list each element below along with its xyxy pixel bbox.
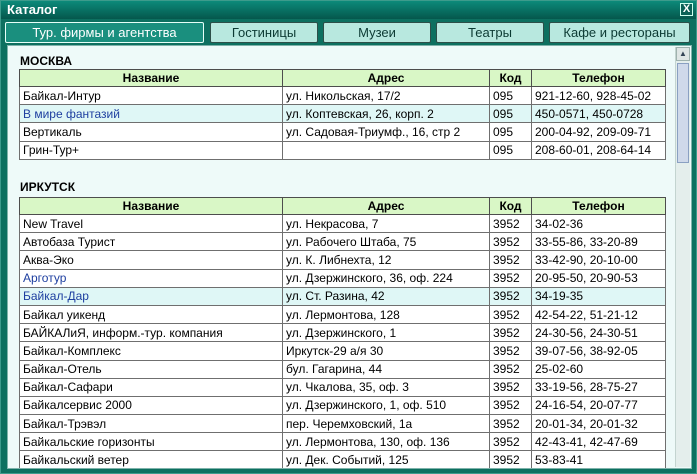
table-row[interactable] bbox=[20, 141, 666, 159]
table-row[interactable] bbox=[20, 251, 666, 269]
table-row[interactable] bbox=[20, 342, 666, 360]
table-row[interactable] bbox=[20, 215, 666, 233]
cell-address: ул. Лермонтова, 128 bbox=[283, 305, 490, 323]
scrollbar-thumb[interactable] bbox=[677, 63, 689, 163]
close-button[interactable]: X bbox=[680, 3, 693, 16]
table-row[interactable] bbox=[20, 324, 666, 342]
tab-bar bbox=[5, 22, 695, 44]
table-row[interactable] bbox=[20, 269, 666, 287]
cell-address: бул. Гагарина, 44 bbox=[283, 360, 490, 378]
cell-code: 3952 bbox=[490, 269, 532, 287]
catalog-content[interactable] bbox=[7, 45, 692, 469]
cell-code: 3952 bbox=[490, 342, 532, 360]
cell-name: Байкал-Трэвэл bbox=[20, 415, 283, 433]
company-link[interactable]: Байкал-Дар bbox=[20, 287, 283, 305]
table-header-row bbox=[20, 70, 666, 87]
cell-code: 095 bbox=[490, 87, 532, 105]
cell-name: Байкалсервис 2000 bbox=[20, 396, 283, 414]
table-row[interactable] bbox=[20, 305, 666, 323]
cell-name: New Travel bbox=[20, 215, 283, 233]
table-row[interactable] bbox=[20, 233, 666, 251]
cell-phone: 20-95-50, 20-90-53 bbox=[532, 269, 666, 287]
cell-phone: 208-60-01, 208-64-14 bbox=[532, 141, 666, 159]
cell-code: 3952 bbox=[490, 324, 532, 342]
cell-name: Байкал-Комплекс bbox=[20, 342, 283, 360]
cell-phone: 39-07-56, 38-92-05 bbox=[532, 342, 666, 360]
cell-address: ул. Некрасова, 7 bbox=[283, 215, 490, 233]
column-header-name: Название bbox=[20, 70, 283, 87]
moscow-table bbox=[19, 69, 666, 160]
column-header-address: Адрес bbox=[283, 198, 490, 215]
cell-code: 3952 bbox=[490, 287, 532, 305]
column-header-address: Адрес bbox=[283, 70, 490, 87]
irkutsk-table bbox=[19, 197, 666, 469]
cell-name: БАЙКАЛиЯ, информ.-тур. компания bbox=[20, 324, 283, 342]
scroll-up-icon[interactable]: ▲ bbox=[676, 47, 690, 61]
cell-address: ул. Коптевская, 26, корп. 2 bbox=[283, 105, 490, 123]
cell-code: 095 bbox=[490, 141, 532, 159]
cell-address: ул. Лермонтова, 130, оф. 136 bbox=[283, 433, 490, 451]
window-title: Каталог bbox=[7, 2, 58, 17]
table-header-row bbox=[20, 198, 666, 215]
cell-name: Байкал-Отель bbox=[20, 360, 283, 378]
cell-address: ул. К. Либнехта, 12 bbox=[283, 251, 490, 269]
cell-phone: 42-54-22, 51-21-12 bbox=[532, 305, 666, 323]
tab-museums[interactable]: Музеи bbox=[323, 22, 431, 43]
cell-name: Байкал-Интур bbox=[20, 87, 283, 105]
company-link[interactable]: Арготур bbox=[20, 269, 283, 287]
tab-hotels[interactable]: Гостиницы bbox=[210, 22, 318, 43]
cell-address: ул. Дзержинского, 1, оф. 510 bbox=[283, 396, 490, 414]
cell-name: Байкальские горизонты bbox=[20, 433, 283, 451]
table-row[interactable] bbox=[20, 360, 666, 378]
section-title-irkutsk: ИРКУТСК bbox=[20, 180, 76, 194]
cell-address: ул. Рабочего Штаба, 75 bbox=[283, 233, 490, 251]
cell-address: ул. Чкалова, 35, оф. 3 bbox=[283, 378, 490, 396]
column-header-phone: Телефон bbox=[532, 198, 666, 215]
cell-code: 3952 bbox=[490, 233, 532, 251]
cell-phone: 33-55-86, 33-20-89 bbox=[532, 233, 666, 251]
table-row[interactable] bbox=[20, 87, 666, 105]
tab-theaters[interactable]: Театры bbox=[436, 22, 544, 43]
cell-address bbox=[283, 141, 490, 159]
table-row[interactable] bbox=[20, 451, 666, 469]
cell-address: ул. Дзержинского, 36, оф. 224 bbox=[283, 269, 490, 287]
cell-name: Байкальский ветер bbox=[20, 451, 283, 469]
cell-phone: 450-0571, 450-0728 bbox=[532, 105, 666, 123]
cell-address: пер. Черемховский, 1а bbox=[283, 415, 490, 433]
table-row[interactable] bbox=[20, 415, 666, 433]
cell-code: 3952 bbox=[490, 378, 532, 396]
cell-phone: 921-12-60, 928-45-02 bbox=[532, 87, 666, 105]
cell-code: 3952 bbox=[490, 215, 532, 233]
cell-phone: 24-30-56, 24-30-51 bbox=[532, 324, 666, 342]
table-row[interactable] bbox=[20, 433, 666, 451]
cell-phone: 34-02-36 bbox=[532, 215, 666, 233]
table-row[interactable] bbox=[20, 105, 666, 123]
title-bar bbox=[1, 1, 696, 19]
cell-code: 095 bbox=[490, 123, 532, 141]
column-header-name: Название bbox=[20, 198, 283, 215]
cell-name: Грин-Тур+ bbox=[20, 141, 283, 159]
company-link[interactable]: В мире фантазий bbox=[20, 105, 283, 123]
cell-phone: 25-02-60 bbox=[532, 360, 666, 378]
section-title-moscow: МОСКВА bbox=[20, 54, 73, 68]
cell-name: Вертикаль bbox=[20, 123, 283, 141]
cell-address: ул. Садовая-Триумф., 16, стр 2 bbox=[283, 123, 490, 141]
cell-name: Аква-Эко bbox=[20, 251, 283, 269]
cell-phone: 20-01-34, 20-01-32 bbox=[532, 415, 666, 433]
cell-code: 3952 bbox=[490, 305, 532, 323]
tab-cafes-restaurants[interactable]: Кафе и рестораны bbox=[549, 22, 690, 43]
tab-tour-firms[interactable]: Тур. фирмы и агентства bbox=[5, 22, 204, 43]
cell-address: ул. Дзержинского, 1 bbox=[283, 324, 490, 342]
cell-address: ул. Ст. Разина, 42 bbox=[283, 287, 490, 305]
cell-phone: 24-16-54, 20-07-77 bbox=[532, 396, 666, 414]
cell-code: 095 bbox=[490, 105, 532, 123]
cell-phone: 200-04-92, 209-09-71 bbox=[532, 123, 666, 141]
cell-address: Иркутск-29 а/я 30 bbox=[283, 342, 490, 360]
cell-name: Автобаза Турист bbox=[20, 233, 283, 251]
cell-name: Байкал уикенд bbox=[20, 305, 283, 323]
cell-code: 3952 bbox=[490, 396, 532, 414]
cell-address: ул. Никольская, 17/2 bbox=[283, 87, 490, 105]
cell-address: ул. Дек. Событий, 125 bbox=[283, 451, 490, 469]
cell-code: 3952 bbox=[490, 251, 532, 269]
cell-name: Байкал-Сафари bbox=[20, 378, 283, 396]
cell-phone: 34-19-35 bbox=[532, 287, 666, 305]
table-row[interactable] bbox=[20, 378, 666, 396]
cell-phone: 42-43-41, 42-47-69 bbox=[532, 433, 666, 451]
vertical-scrollbar[interactable] bbox=[675, 47, 690, 467]
column-header-code: Код bbox=[490, 70, 532, 87]
table-row[interactable] bbox=[20, 123, 666, 141]
column-header-code: Код bbox=[490, 198, 532, 215]
cell-code: 3952 bbox=[490, 433, 532, 451]
cell-phone: 53-83-41 bbox=[532, 451, 666, 469]
cell-code: 3952 bbox=[490, 360, 532, 378]
table-row[interactable] bbox=[20, 287, 666, 305]
cell-code: 3952 bbox=[490, 451, 532, 469]
table-row[interactable] bbox=[20, 396, 666, 414]
cell-code: 3952 bbox=[490, 415, 532, 433]
column-header-phone: Телефон bbox=[532, 70, 666, 87]
cell-phone: 33-42-90, 20-10-00 bbox=[532, 251, 666, 269]
cell-phone: 33-19-56, 28-75-27 bbox=[532, 378, 666, 396]
